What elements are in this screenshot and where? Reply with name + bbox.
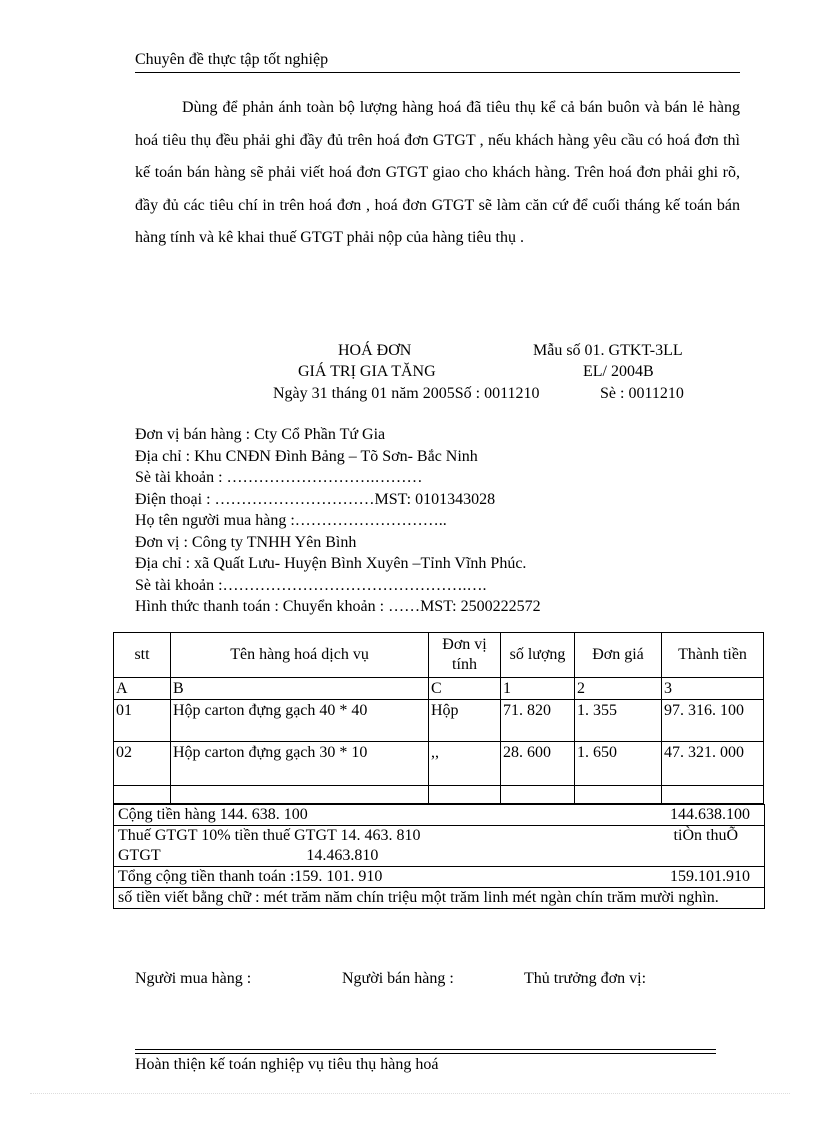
form-number: Mẫu số 01. GTKT-3LL: [533, 342, 683, 359]
col-header-name: Tên hàng hoá dịch vụ: [171, 633, 429, 678]
form-series: EL/ 2004B: [583, 363, 654, 380]
table-empty-row: [114, 786, 764, 804]
table-cell: B: [171, 678, 429, 700]
seller-phone: Điện thoại : …………………………MST: 0101343028: [135, 490, 496, 508]
col-header-stt: stt: [114, 633, 171, 678]
table-cell: Hộp: [429, 700, 501, 742]
seller-account: Sè tài khoản : ……………………….………: [135, 469, 423, 486]
table-cell: C: [429, 678, 501, 700]
grand-total-value: 159.101.910: [670, 868, 750, 885]
buyer-account: Sè tài khoản :……………………………………….….: [135, 576, 487, 594]
table-cell: 3: [662, 678, 764, 700]
grand-total-row: [114, 867, 764, 888]
goods-total-value: 144.638.100: [670, 806, 750, 823]
table-cell: 47. 321. 000: [662, 742, 764, 786]
table-cell: 2: [575, 678, 662, 700]
footer-divider: [135, 1049, 716, 1054]
goods-total-row: [114, 805, 764, 826]
invoice-table: [113, 632, 764, 804]
table-code-row: [114, 678, 764, 700]
tax-right-label: tiÒn thuÕ: [673, 827, 738, 844]
table-cell: 1. 650: [575, 742, 662, 786]
seller-address: Địa chỉ : Khu CNĐN Đình Bảng – Tõ Sơn- Bắc Ninh: [135, 447, 478, 465]
page-footer: Hoàn thiện kế toán nghiệp vụ tiêu thụ hàng hoá: [135, 1056, 439, 1073]
table-cell: 71. 820: [501, 700, 575, 742]
invoice-date-line: [273, 385, 540, 403]
invoice-title: HOÁ ĐƠN: [338, 342, 412, 359]
page-edge: [30, 1093, 790, 1094]
page-header: Chuyên đề thực tập tốt nghiệp: [135, 50, 740, 73]
amount-in-words: số tiền viết bằng chữ : mét trăm năm chín triệu một trăm linh mét ngàn chín trăm mười nghìn.: [114, 888, 764, 909]
tax-value: 14.463.810: [306, 847, 379, 864]
table-header-row: [114, 633, 764, 678]
table-cell: Hộp carton đựng gạch 40 * 40: [171, 700, 429, 742]
table-cell: 97. 316. 100: [662, 700, 764, 742]
totals-block: [113, 804, 765, 909]
table-cell: 1: [501, 678, 575, 700]
invoice-number: Số : 0011210: [454, 385, 540, 402]
buyer-signature-label: Người mua hàng :: [135, 970, 252, 987]
payment-method: Hình thức thanh toán : Chuyển khoản : ……MST: 2500222572: [135, 598, 541, 615]
table-cell: Hộp carton đựng gạch 30 * 10: [171, 742, 429, 786]
col-header-amount: Thành tiền: [662, 633, 764, 678]
buyer-name: Họ tên người mua hàng :………………………..: [135, 512, 447, 529]
table-cell: ,,: [429, 742, 501, 786]
intro-paragraph: Dùng để phản ánh toàn bộ lượng hàng hoá đã tiêu thụ kể cả bán buôn và bán lẻ hàng hoá tiêu thụ đều phải ghi đầy đủ trên hoá đơn GTGT , nếu khách hàng yêu cầu có hoá đơn thì kế toán bán hàng sẽ phải viết hoá đơn GTGT giao cho khách hàng. Trên hoá đơn phải ghi rõ, đầy đủ các tiêu chí in trên hoá đơn , hoá đơn GTGT sẽ làm căn cứ để cuối tháng kế toán bán hàng tính và kê khai thuế GTGT phải nộp của hàng tiêu thụ .: [135, 99, 740, 246]
invoice-subtitle: GIÁ TRỊ GIA TĂNG: [298, 363, 436, 380]
seller-name: Đơn vị bán hàng : Cty Cổ Phần Tứ Gia: [135, 426, 386, 443]
tax-label-cont: GTGT: [118, 847, 161, 864]
table-cell: 01: [114, 700, 171, 742]
table-cell: 28. 600: [501, 742, 575, 786]
grand-total-label: Tổng cộng tiền thanh toán :159. 101. 910: [118, 868, 383, 885]
col-header-qty: số lượng: [501, 633, 575, 678]
table-cell: 02: [114, 742, 171, 786]
party-info: [135, 424, 541, 618]
table-row: [114, 700, 764, 742]
tax-row: [114, 826, 764, 867]
tax-label: Thuế GTGT 10% tiền thuế GTGT 14. 463. 810: [118, 827, 421, 844]
buyer-unit: Đơn vị : Công ty TNHH Yên Bình: [135, 533, 357, 551]
head-signature-label: Thủ trưởng đơn vị:: [524, 970, 647, 987]
table-cell: A: [114, 678, 171, 700]
goods-total-label: Cộng tiền hàng 144. 638. 100: [118, 806, 308, 823]
table-row: [114, 742, 764, 786]
seller-signature-label: Người bán hàng :: [342, 970, 454, 987]
col-header-unit: Đơn vị tính: [429, 633, 501, 678]
serial-number: Sè : 0011210: [600, 385, 684, 402]
table-cell: 1. 355: [575, 700, 662, 742]
col-header-price: Đơn giá: [575, 633, 662, 678]
invoice-date: Ngày 31 tháng 01 năm 2005: [273, 385, 455, 402]
buyer-address: Địa chỉ : xã Quất Lưu- Huyện Bình Xuyên –Tỉnh Vĩnh Phúc.: [135, 555, 527, 572]
